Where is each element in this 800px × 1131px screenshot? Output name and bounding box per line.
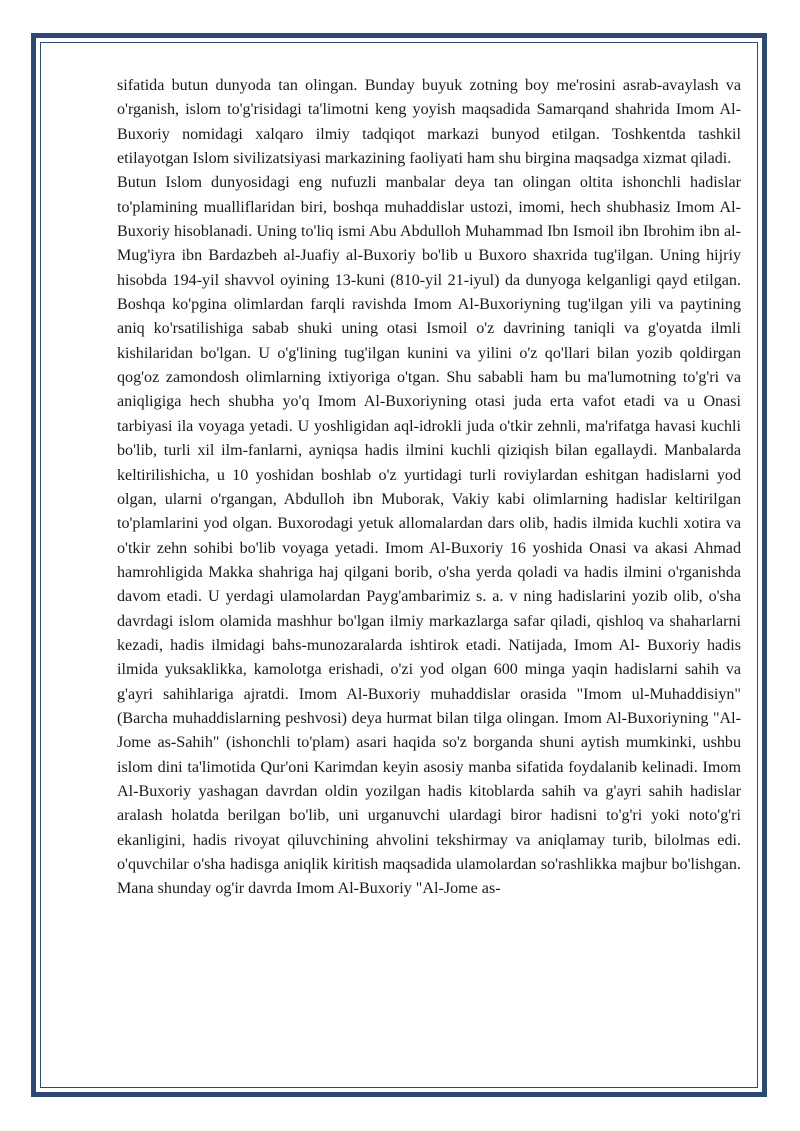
paragraph-2: Butun Islom dunyosidagi eng nufuzli manbalar deya tan olingan oltita ishonchli hadislar to'plamining mualliflaridan biri, boshqa muhaddislar ustozi, imomi, hech shubhasiz Imom Al-Buxoriy hisoblanadi. Uning to'liq ismi Abu Abdulloh Muhammad Ibn Ismoil ibn Ibrohim ibn al-Mug'iyra ibn Bardazbeh al-Juafiy al-Buxoriy bo'lib u Buxoro shaxrida tug'ilgan. Uning hijriy hisobda 194-yil shavvol oyining 13-kuni (810-yil 21-iyul) da dunyoga kelganligi qayd etilgan. Boshqa ko'pgina olimlardan farqli ravishda Imom Al-Buxoriyning tug'ilgan yili va paytining aniq ko'rsatilishiga sabab shuki uning otasi Ismoil o'z davrining taniqli va g'oyatda ilmli kishilaridan bo'lgan. U o'g'lining tug'ilgan kunini va yilini o'z qo'llari bilan yozib qoldirgan qog'oz zamondosh olimlarning ixtiyoriga o'tgan. Shu sababli ham bu ma'lumotning to'g'ri va aniqligiga hech shubha yo'q Imom Al-Buxoriyning otasi juda erta vafot etadi va u Onasi tarbiyasi ila voyaga yetadi. U yoshligidan aql-idrokli juda o'tkir zehnli, ma'rifatga havasi kuchli bo'lib, turli xil ilm-fanlarni, ayniqsa hadis ilmini kuchli qiziqish bilan egallaydi. Manbalarda keltirilishicha, u 10 yoshidan boshlab o'z yurtidagi turli roviylardan eshitgan hadislarni yod olgan, ularni o'rgangan, Abdulloh ibn Muborak, Vakiy kabi olimlarning hadislar keltirilgan to'plamlarini yod olgan. Buxorodagi yetuk allomalardan dars olib, hadis ilmida kuchli xotira va o'tkir zehn sohibi bo'lib voyaga yetadi. Imom Al-Buxoriy 16 yoshida Onasi va akasi Ahmad hamrohligida Makka shahriga haj qilgani borib, o'sha yerda qoladi va hadis ilmini o'rganishda davom etadi. U yerdagi ulamolardan Payg'ambarimiz s. a. v ning hadislarini yozib olib, o'sha davrdagi islom olamida mashhur bo'lgan ilmiy markazlarga safar qiladi, qishloq va shaharlarni kezadi, hadis ilmidagi bahs-munozaralarda ishtirok etadi. Natijada, Imom Al- Buxoriy hadis ilmida yuksaklikka, kamolotga erishadi, o'zi yod olgan 600 minga yaqin hadislarni sahih va g'ayri sahihlariga ajratdi. Imom Al-Buxoriy muhaddislar orasida "Imom ul-Muhaddisiyn" (Barcha muhaddislarning peshvosi) deya hurmat bilan tilga olingan. Imom Al-Buxoriyning "Al-Jome as-Sahih" (ishonchli to'plam) asari haqida so'z borganda shuni aytish mumkinki, ushbu islom dini ta'limotida Qur'oni Karimdan keyin asosiy manba sifatida foydalanib kelinadi. Imom Al-Buxoriy yashagan davrdan oldin yozilgan hadis kitoblarda sahih va g'ayri sahih hadislar aralash holatda berilgan bo'lib, uni urganuvchi ulardagi biror hadisni to'g'ri yoki noto'g'ri ekanligini, hadis rivoyat qiluvchining ahvolini tekshirmay va aniqlamay turib, bilolmas edi. o'quvchilar o'sha hadisga aniqlik kiritish maqsadida ulamolardan so'rashlikka majbur bo'lishgan. Mana shunday og'ir davrda Imom Al-Buxoriy "Al-Jome as- bbox=[117, 174, 741, 898]
document-body bbox=[117, 74, 741, 902]
paragraph-1: sifatida butun dunyoda tan olingan. Bunday buyuk zotning boy me'rosini asrab-avaylash va o'rganish, islom to'g'risidagi ta'limotni keng yoyish maqsadida Samarqand shahrida Imom Al-Buxoriy nomidagi xalqaro ilmiy tadqiqot markazi bunyod etilgan. Toshkentda tashkil etilayotgan Islom sivilizatsiyasi markazining faoliyati ham shu birgina maqsadga xizmat qiladi. bbox=[117, 77, 741, 168]
